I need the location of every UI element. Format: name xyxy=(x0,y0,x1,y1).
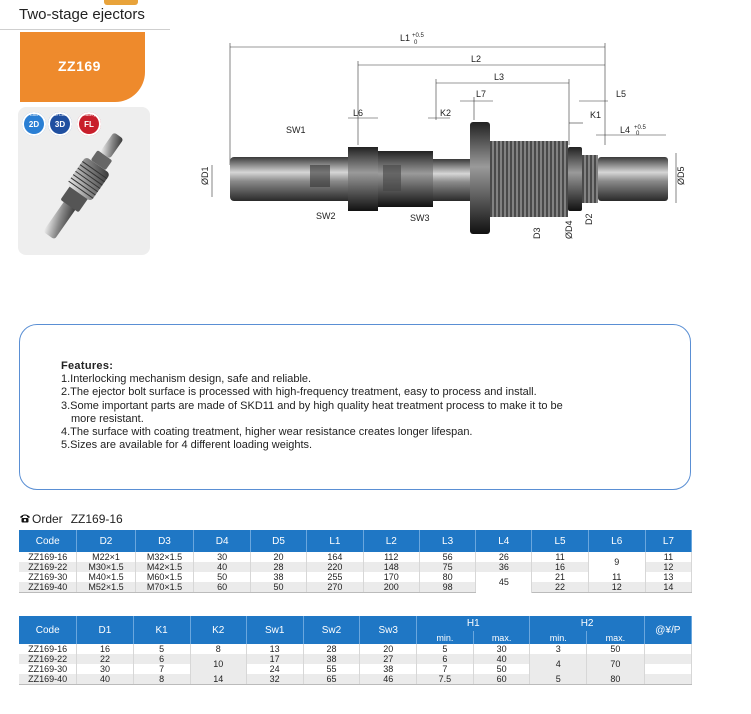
dim-l4: L4 xyxy=(620,125,631,135)
col-sw3: Sw3 xyxy=(360,616,417,644)
col-d5: D5 xyxy=(250,530,306,552)
dim-d2: D2 xyxy=(584,213,594,225)
small-thread xyxy=(582,155,598,203)
table-row: ZZ169-16 M22×1 M32×1.5 30 20 164 112 56 26 11 9 11 xyxy=(19,552,692,562)
col-d2: D2 xyxy=(77,530,135,552)
col-l3: L3 xyxy=(419,530,475,552)
col-h1-min: min. xyxy=(417,631,474,644)
table-row: ZZ169-22 M30×1.5 M42×1.5 40 28 220 148 75 36 16 12 xyxy=(19,562,692,572)
col-k1: K1 xyxy=(133,616,190,644)
table-row: ZZ169-30 M40×1.5 M60×1.5 50 38 255 170 80 45 21 11 13 xyxy=(19,572,692,582)
tab-accent xyxy=(104,0,138,5)
sleeve-neck xyxy=(433,159,473,201)
spec-table-1 xyxy=(19,530,692,593)
col-l5: L5 xyxy=(532,530,588,552)
table-row: ZZ169-40 M52×1.5 M70×1.5 60 50 270 200 98 22 12 14 xyxy=(19,582,692,593)
feature-item: 1.Interlocking mechanism design, safe and reliable. xyxy=(61,373,312,385)
dim-l5: L5 xyxy=(616,89,627,99)
sleeve-sw1 xyxy=(348,147,378,211)
feature-item: 4.The surface with coating treatment, higher wear resistance creates longer lifespan. xyxy=(61,426,473,439)
model-banner xyxy=(20,32,145,102)
order-example: ZZ169-16 xyxy=(70,512,123,526)
col-code: Code xyxy=(19,530,77,552)
col-l6: L6 xyxy=(588,530,645,552)
table-row: ZZ169-16 16 5 8 13 28 20 5 30 3 50 xyxy=(19,644,692,654)
dim-l1-tol0: 0 xyxy=(414,40,418,46)
model-label: ZZ169 xyxy=(58,58,101,74)
col-l7: L7 xyxy=(645,530,691,552)
hex-flange xyxy=(470,122,490,234)
order-label: Order xyxy=(32,512,63,526)
threaded-body xyxy=(490,141,568,217)
dim-l3: L3 xyxy=(494,72,505,82)
dim-sw1: SW1 xyxy=(286,125,306,135)
phone-icon xyxy=(19,513,31,523)
flat-sw3 xyxy=(383,165,401,191)
col-sw1: Sw1 xyxy=(246,616,303,644)
feature-item: 2.The ejector bolt surface is processed with high-frequency treatment, easy to process and install. xyxy=(61,386,537,399)
dim-k2: K2 xyxy=(440,108,452,118)
col-h2: H2 xyxy=(530,616,644,631)
dim-l1-tol: +0.5 xyxy=(412,33,424,39)
dim-d4: ØD4 xyxy=(564,220,574,239)
technical-drawing xyxy=(188,25,698,265)
feature-item: 5.Sizes are available for 4 different loading weights. xyxy=(61,439,313,452)
flat-sw2 xyxy=(310,165,330,187)
col-h2-max: max. xyxy=(587,631,645,644)
dim-sw2: SW2 xyxy=(316,211,336,221)
col-price: @¥/P xyxy=(644,616,691,644)
features-panel xyxy=(19,324,691,490)
col-l4: L4 xyxy=(476,530,532,552)
features-heading: Features: xyxy=(61,360,114,372)
features-list xyxy=(61,373,671,453)
spec-table-2 xyxy=(19,616,692,685)
table-row: ZZ169-40 40 8 14 32 65 46 7.5 60 5 80 xyxy=(19,674,692,685)
col-h1: H1 xyxy=(417,616,530,631)
ejector-rod-left xyxy=(230,157,360,201)
dim-l2: L2 xyxy=(471,54,482,64)
header-title: Two-stage ejectors xyxy=(19,6,145,23)
dim-l1: L1 xyxy=(400,33,411,43)
title-divider xyxy=(0,29,170,30)
dim-l4-tol: +0.5 xyxy=(634,125,646,131)
col-l2: L2 xyxy=(363,530,419,552)
dim-l6: L6 xyxy=(353,108,364,118)
dim-l7: L7 xyxy=(476,89,487,99)
col-l1: L1 xyxy=(307,530,363,552)
dim-d5: ØD5 xyxy=(676,166,686,185)
ejector-rod-right xyxy=(598,157,668,201)
dim-l4-tol0: 0 xyxy=(636,131,640,137)
col-code: Code xyxy=(19,616,77,644)
col-sw2: Sw2 xyxy=(303,616,360,644)
col-k2: K2 xyxy=(190,616,246,644)
dim-d3: D3 xyxy=(532,227,542,239)
col-h2-min: min. xyxy=(530,631,587,644)
gallery-badge[interactable]: Gallery FL xyxy=(77,112,101,136)
dim-k1: K1 xyxy=(590,110,602,120)
cad-2d-badge[interactable]: CAD 2D xyxy=(22,112,46,136)
table-row: ZZ169-22 22 6 10 17 38 27 6 40 4 70 xyxy=(19,654,692,664)
order-line xyxy=(19,512,123,526)
col-d4: D4 xyxy=(194,530,250,552)
feature-item: 3.Some important parts are made of SKD11 and by high quality heat treatment process to make it to be more resistant. xyxy=(61,399,563,425)
col-h1-max: max. xyxy=(473,631,530,644)
dim-sw3: SW3 xyxy=(410,213,430,223)
col-d3: D3 xyxy=(135,530,194,552)
table-row: ZZ169-30 30 7 24 55 38 7 50 xyxy=(19,664,692,674)
lock-nut xyxy=(568,147,582,211)
cad-3d-badge[interactable]: 3D CAD 3D xyxy=(48,112,72,136)
col-d1: D1 xyxy=(77,616,133,644)
dim-d1: ØD1 xyxy=(200,166,210,185)
